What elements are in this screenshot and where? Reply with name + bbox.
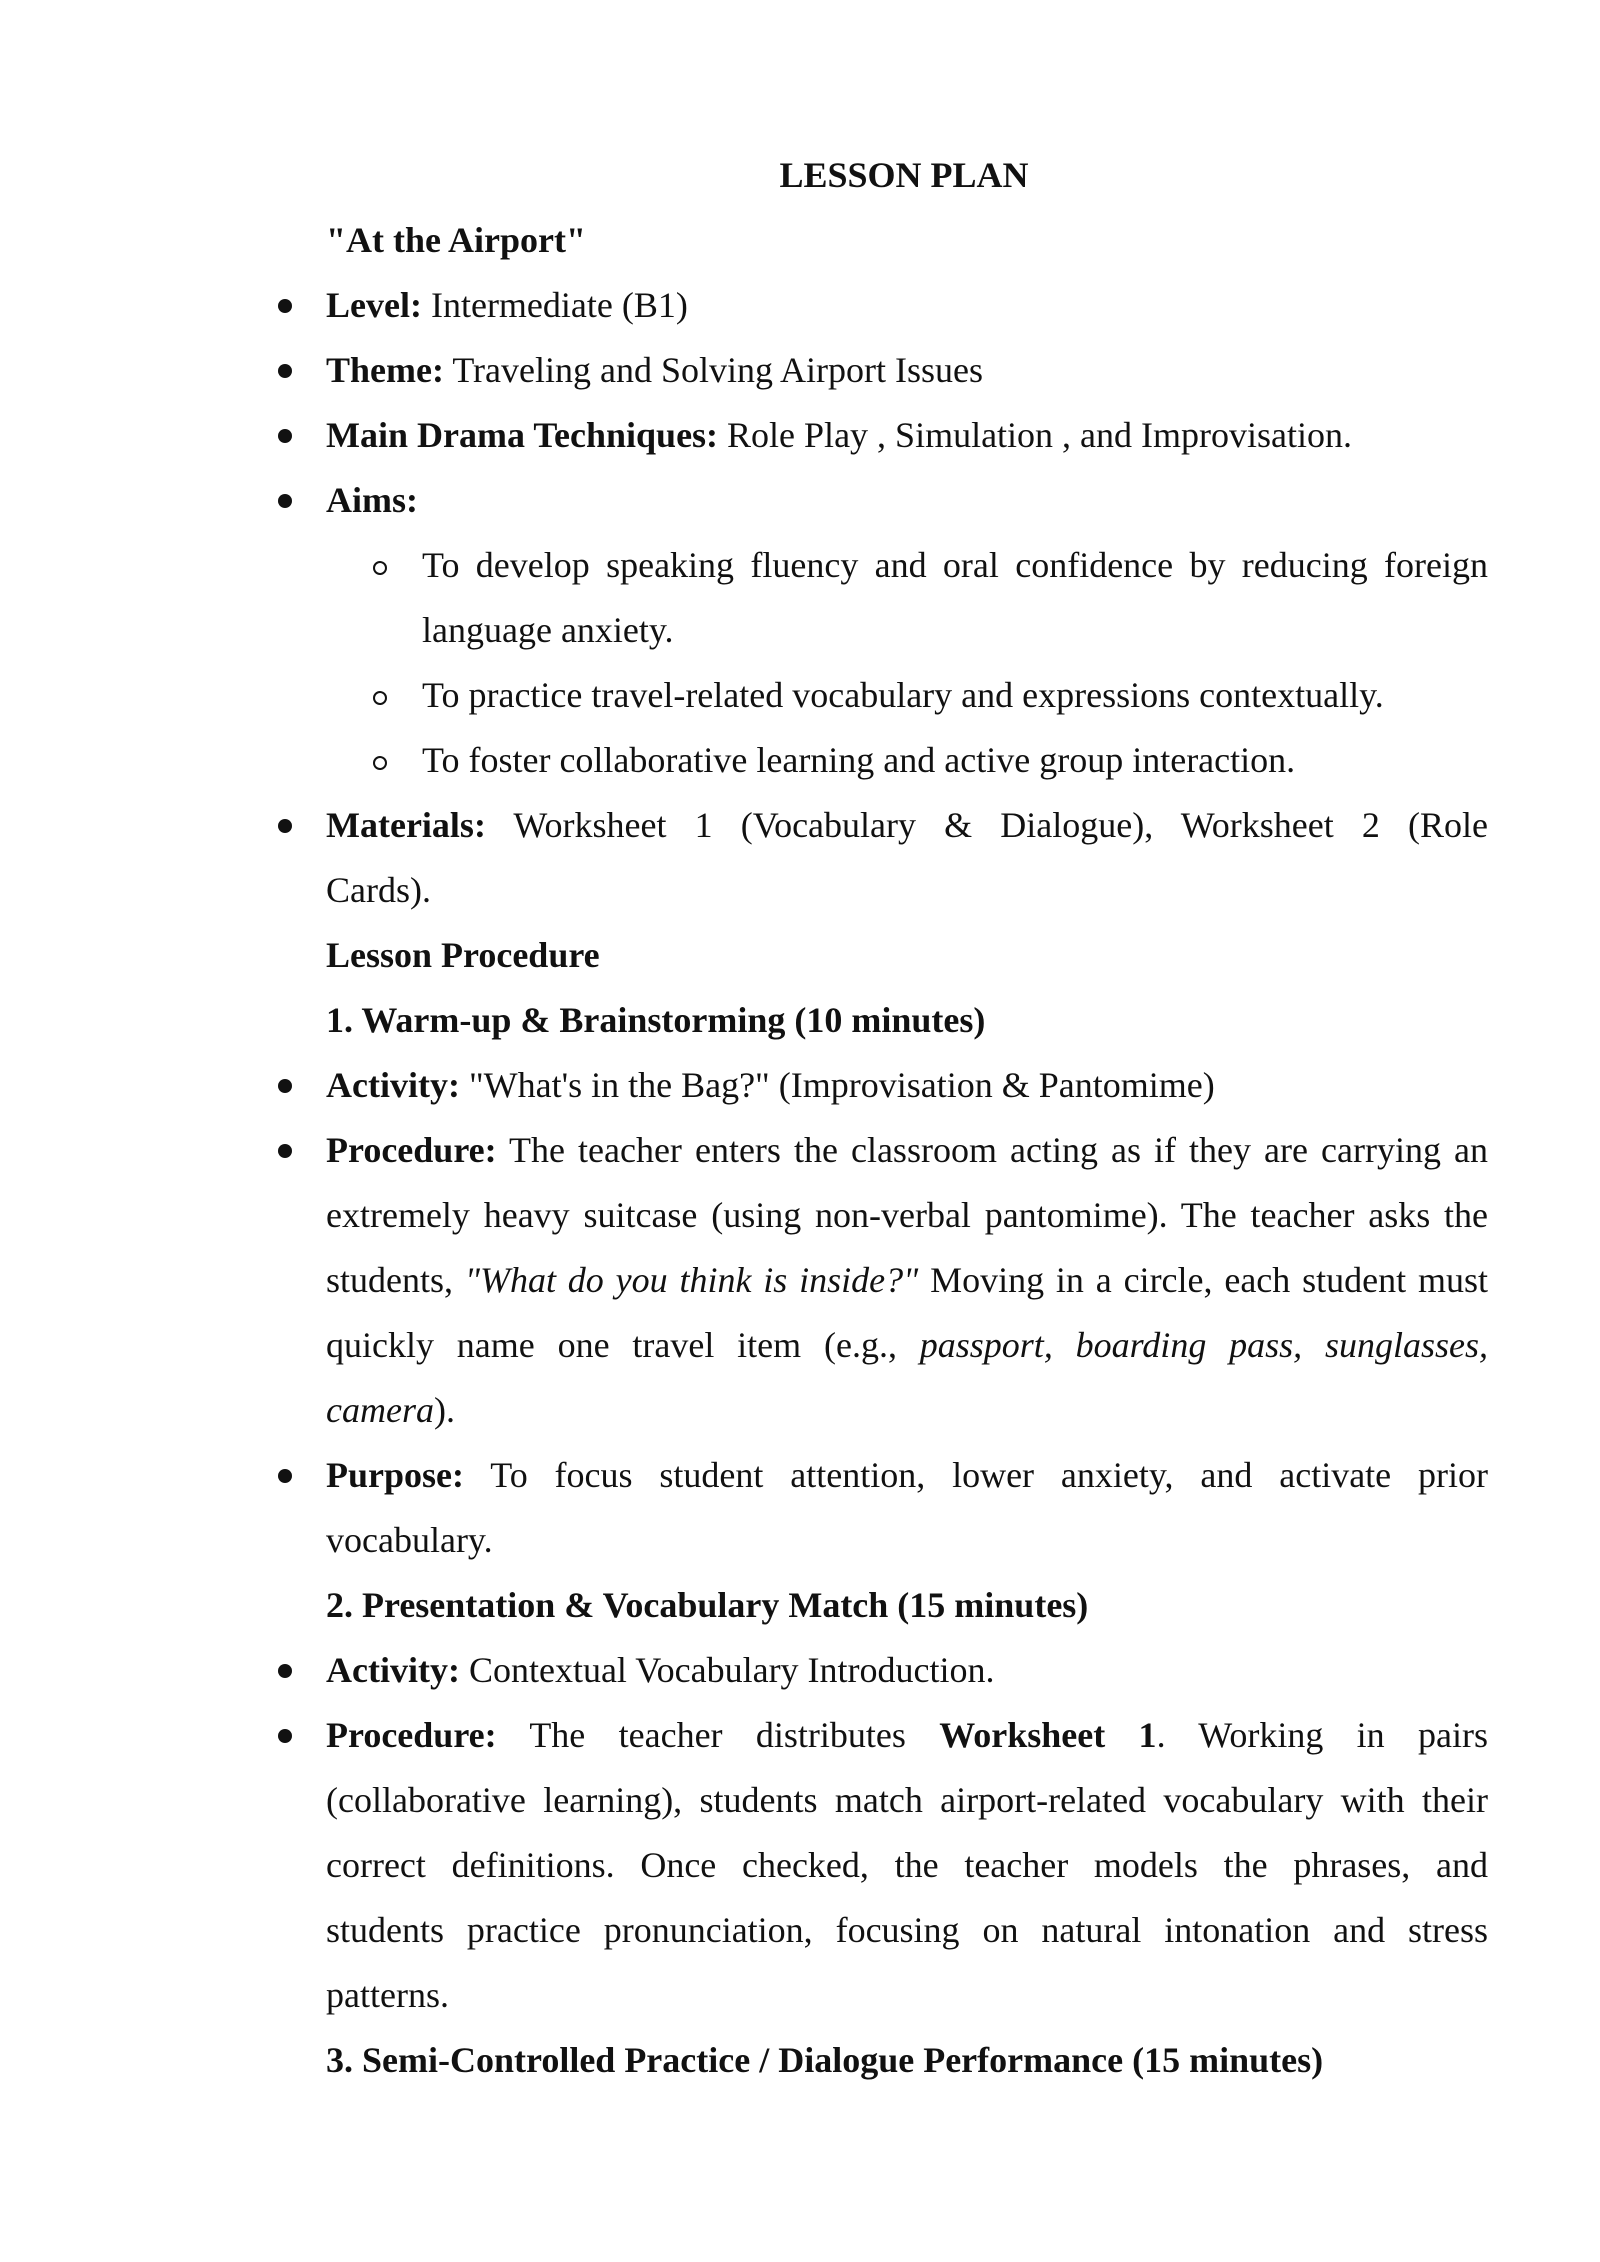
- lesson-subtitle: "At the Airport": [326, 220, 586, 260]
- materials-item-continued: Cards).: [326, 870, 431, 910]
- procedure-item-continued: camera).: [326, 1390, 455, 1430]
- bullet-icon: [278, 819, 292, 833]
- bullet-icon: [278, 429, 292, 443]
- materials-item: Materials: Worksheet 1 (Vocabulary & Dialogue), Worksheet 2 (Role: [326, 805, 1488, 845]
- aim-item: To foster collaborative learning and active group interaction.: [422, 740, 1296, 780]
- procedure-item-continued: students, "What do you think is inside?" Moving in a circle, each student must: [326, 1260, 1488, 1300]
- techniques-item: Main Drama Techniques: Role Play , Simulation , and Improvisation.: [326, 415, 1353, 455]
- aims-heading: Aims:: [326, 480, 418, 520]
- procedure-item-continued: extremely heavy suitcase (using non-verbal pantomime). The teacher asks the: [326, 1195, 1488, 1235]
- activity-item: Activity: "What's in the Bag?" (Improvisation & Pantomime): [326, 1065, 1215, 1105]
- aim-item: To develop speaking fluency and oral confidence by reducing foreign: [422, 545, 1488, 585]
- bullet-icon: [278, 364, 292, 378]
- bullet-icon: [278, 1079, 292, 1093]
- circle-bullet-icon: [373, 561, 387, 575]
- theme-item: Theme: Traveling and Solving Airport Issues: [326, 350, 983, 390]
- procedure-item: Procedure: The teacher distributes Worksheet 1. Working in pairs: [326, 1715, 1489, 1755]
- aim-item-continued: language anxiety.: [422, 610, 674, 650]
- bullet-icon: [278, 1144, 292, 1158]
- bullet-icon: [278, 494, 292, 508]
- procedure-heading: Lesson Procedure: [326, 935, 600, 975]
- document-title: LESSON PLAN: [779, 155, 1029, 195]
- circle-bullet-icon: [373, 756, 387, 770]
- circle-bullet-icon: [373, 691, 387, 705]
- activity-item: Activity: Contextual Vocabulary Introduction.: [326, 1650, 995, 1690]
- section-heading: 2. Presentation & Vocabulary Match (15 minutes): [326, 1585, 1089, 1625]
- procedure-item-continued: (collaborative learning), students match airport-related vocabulary with their: [326, 1780, 1488, 1820]
- procedure-item-continued: students practice pronunciation, focusing on natural intonation and stress: [326, 1910, 1488, 1950]
- procedure-item-continued: patterns.: [326, 1975, 449, 2015]
- aim-item: To practice travel-related vocabulary and expressions contextually.: [422, 675, 1384, 715]
- level-item: Level: Intermediate (B1): [326, 285, 688, 325]
- section-heading: 1. Warm-up & Brainstorming (10 minutes): [326, 1000, 986, 1040]
- bullet-icon: [278, 299, 292, 313]
- section-heading: 3. Semi-Controlled Practice / Dialogue Performance (15 minutes): [326, 2040, 1324, 2080]
- purpose-item: Purpose: To focus student attention, lower anxiety, and activate prior: [326, 1455, 1488, 1495]
- bullet-icon: [278, 1469, 292, 1483]
- bullet-icon: [278, 1729, 292, 1743]
- procedure-item: Procedure: The teacher enters the classroom acting as if they are carrying an: [326, 1130, 1488, 1170]
- bullet-icon: [278, 1664, 292, 1678]
- procedure-item-continued: quickly name one travel item (e.g., passport, boarding pass, sunglasses,: [326, 1325, 1489, 1365]
- purpose-item-continued: vocabulary.: [326, 1520, 493, 1560]
- procedure-item-continued: correct definitions. Once checked, the teacher models the phrases, and: [326, 1845, 1488, 1885]
